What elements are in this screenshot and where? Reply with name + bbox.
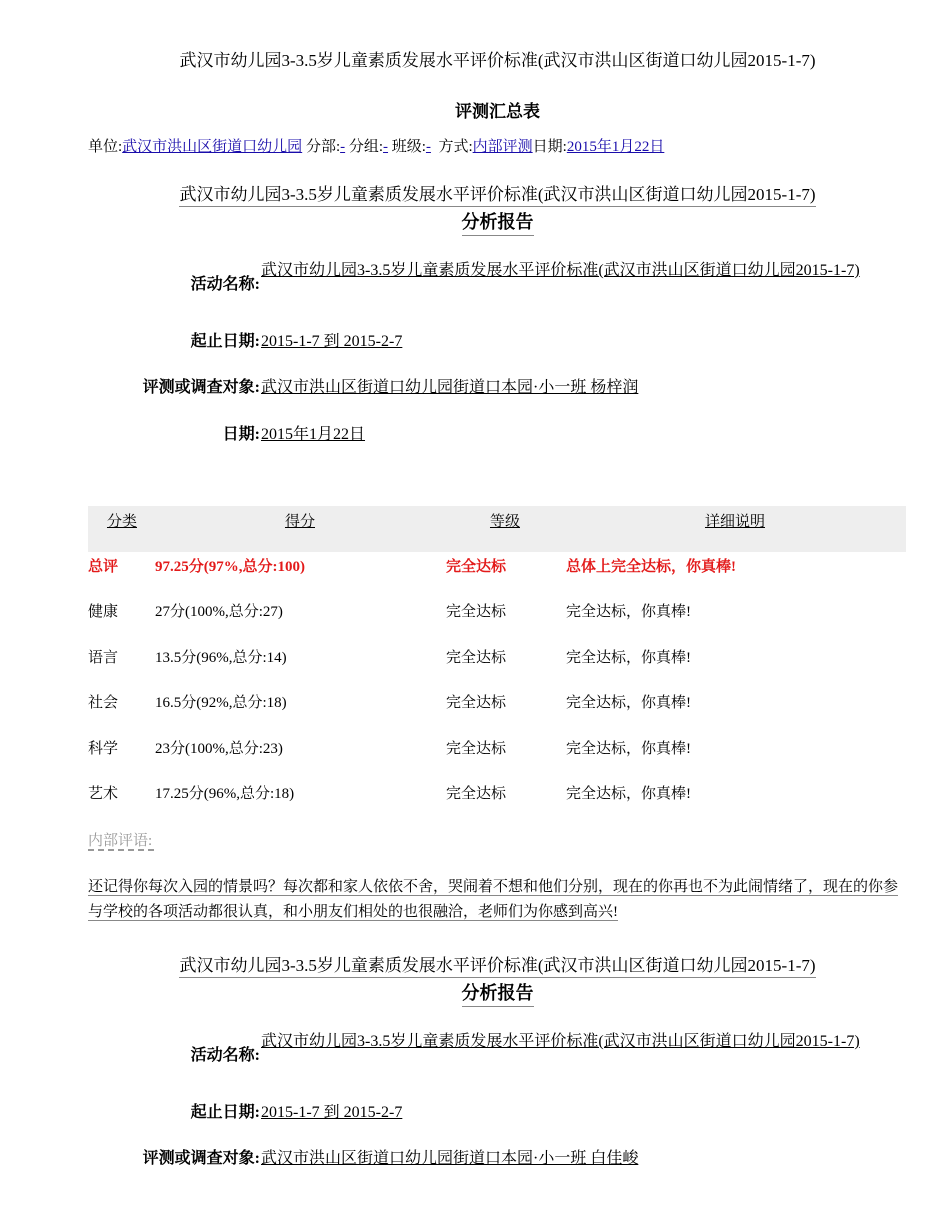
row-score: 13.5分(96%,总分:14) [155, 650, 287, 666]
header-detail: 详细说明 [704, 514, 765, 530]
class-link[interactable]: - [425, 139, 431, 155]
row-score: 27分(100%,总分:27) [155, 604, 283, 620]
report-subtitle: 分析报告 [0, 979, 950, 1007]
row-level: 完全达标 [446, 650, 507, 666]
unit-label: 单位: [88, 139, 123, 155]
group-link[interactable]: - [383, 139, 389, 155]
row-detail: 完全达标，你真棒! [566, 741, 691, 757]
date-link[interactable]: 2015年1月22日 [566, 139, 665, 155]
row-score: 16.5分(92%,总分:18) [155, 695, 287, 711]
period-value: 2015-1-7 到 2015-2-7 [261, 333, 403, 350]
activity-value: 武汉市幼儿园3-3.5岁儿童素质发展水平评价标准(武汉市洪山区街道口幼儿园2015-1-7) [261, 262, 860, 279]
activity-label: 活动名称: [190, 276, 260, 293]
row-level: 完全达标 [446, 741, 507, 757]
unit-link[interactable]: 武汉市洪山区街道口幼儿园 [122, 139, 303, 155]
row-level: 完全达标 [446, 559, 507, 575]
group-label: 分组: [348, 139, 384, 155]
report-date-label: 日期: [222, 426, 260, 443]
method-label: 方式: [438, 139, 473, 155]
branch-link[interactable]: - [340, 139, 346, 155]
row-detail: 完全达标，你真棒! [566, 650, 691, 666]
row-level: 完全达标 [446, 604, 507, 620]
period-value: 2015-1-7 到 2015-2-7 [261, 1104, 403, 1121]
method-link[interactable]: 内部评测 [472, 139, 533, 155]
comment-divider [88, 849, 154, 851]
meta-line [88, 135, 664, 156]
target-value: 武汉市洪山区街道口幼儿园街道口本园·小一班 白佳峻 [261, 1150, 639, 1167]
target-value: 武汉市洪山区街道口幼儿园街道口本园·小一班 杨梓润 [261, 379, 639, 396]
row-detail: 总体上完全达标，你真棒! [566, 559, 736, 575]
row-score: 17.25分(96%,总分:18) [155, 786, 295, 802]
branch-label: 分部: [305, 139, 341, 155]
row-detail: 完全达标，你真棒! [566, 695, 691, 711]
header-score: 得分 [284, 514, 315, 530]
header-category: 分类 [106, 514, 137, 530]
report-title: 武汉市幼儿园3-3.5岁儿童素质发展水平评价标准(武汉市洪山区街道口幼儿园2015-1-7) [0, 951, 950, 978]
row-category: 艺术 [88, 786, 119, 802]
activity-label: 活动名称: [190, 1047, 260, 1064]
row-category: 语言 [88, 650, 119, 666]
row-score: 97.25分(97%,总分:100) [155, 559, 305, 575]
target-label: 评测或调查对象: [142, 1150, 260, 1167]
class-label: 班级: [391, 139, 426, 155]
date-label: 日期: [532, 139, 567, 155]
row-level: 完全达标 [446, 695, 507, 711]
row-category: 总评 [88, 559, 119, 575]
target-label: 评测或调查对象: [142, 379, 260, 396]
summary-title: 评测汇总表 [455, 102, 540, 121]
report-date-value: 2015年1月22日 [261, 426, 366, 443]
comment-text: 还记得你每次入园的情景吗？每次都和家人依依不舍，哭闹着不想和他们分别，现在的你再也不为此闹情绪了，现在的你参与学校的各项活动都很认真，和小朋友们相处的也很融洽，老师们为你感到高兴! [88, 879, 899, 920]
row-category: 健康 [88, 604, 119, 620]
row-score: 23分(100%,总分:23) [155, 741, 283, 757]
document-title: 武汉市幼儿园3-3.5岁儿童素质发展水平评价标准(武汉市洪山区街道口幼儿园2015-1-7) [179, 51, 816, 70]
row-detail: 完全达标，你真棒! [566, 786, 691, 802]
period-label: 起止日期: [190, 333, 260, 350]
row-detail: 完全达标，你真棒! [566, 604, 691, 620]
row-category: 科学 [88, 741, 119, 757]
report-subtitle: 分析报告 [0, 208, 950, 236]
row-level: 完全达标 [446, 786, 507, 802]
activity-value: 武汉市幼儿园3-3.5岁儿童素质发展水平评价标准(武汉市洪山区街道口幼儿园2015-1-7) [261, 1033, 860, 1050]
comment-label: 内部评语: [88, 833, 153, 849]
report-title: 武汉市幼儿园3-3.5岁儿童素质发展水平评价标准(武汉市洪山区街道口幼儿园2015-1-7) [0, 180, 950, 207]
header-level: 等级 [489, 514, 520, 530]
period-label: 起止日期: [190, 1104, 260, 1121]
row-category: 社会 [88, 695, 119, 711]
